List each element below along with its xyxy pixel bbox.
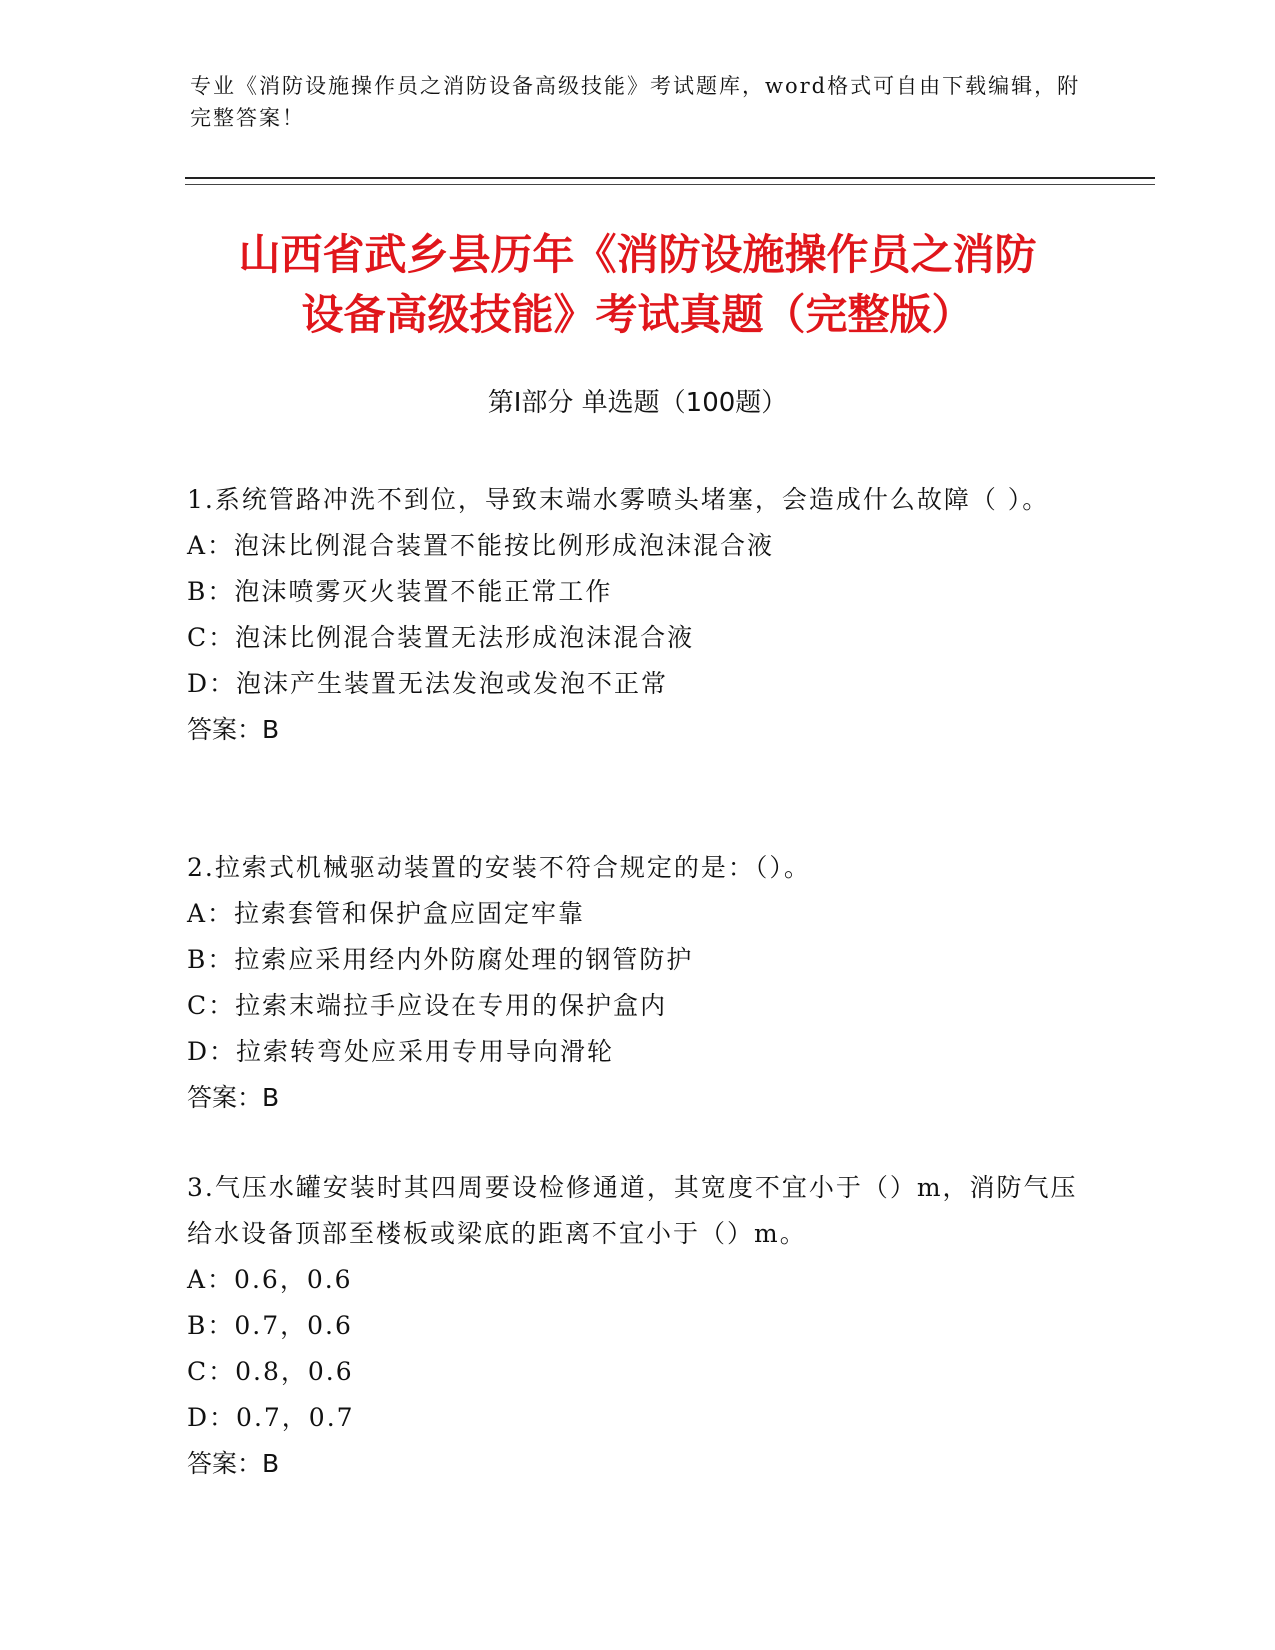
question-stem: 3.气压水罐安装时其四周要设检修通道，其宽度不宜小于（）m，消防气压给水设备顶部至楼板或梁底的距离不宜小于（）m。 bbox=[187, 1173, 1078, 1248]
question-1 bbox=[187, 477, 1087, 753]
question-2 bbox=[187, 845, 1087, 1121]
header-divider-thick bbox=[185, 177, 1155, 179]
answer: 答案：B bbox=[187, 1083, 280, 1112]
option-c: C：0.8，0.6 bbox=[187, 1357, 354, 1386]
option-b: B：泡沫喷雾灭火装置不能正常工作 bbox=[187, 577, 613, 606]
question-stem: 2.拉索式机械驱动装置的安装不符合规定的是：（）。 bbox=[187, 853, 811, 882]
document-title-line-1: 山西省武乡县历年《消防设施操作员之消防 bbox=[238, 230, 1037, 279]
option-d: D：0.7，0.7 bbox=[187, 1403, 355, 1432]
option-b: B：0.7，0.6 bbox=[187, 1311, 353, 1340]
document-title bbox=[150, 225, 1125, 345]
answer: 答案：B bbox=[187, 1449, 280, 1478]
option-d: D：泡沫产生装置无法发泡或发泡不正常 bbox=[187, 669, 669, 698]
header-note: 专业《消防设施操作员之消防设备高级技能》考试题库，word格式可自由下载编辑，附完整答案！ bbox=[190, 74, 1081, 130]
option-a: A：拉索套管和保护盒应固定牢靠 bbox=[187, 899, 586, 928]
option-b: B：拉索应采用经内外防腐处理的钢管防护 bbox=[187, 945, 694, 974]
option-d: D：拉索转弯处应采用专用导向滑轮 bbox=[187, 1037, 615, 1066]
document-title-line-2: 设备高级技能》考试真题（完整版） bbox=[301, 290, 974, 339]
option-a: A：泡沫比例混合装置不能按比例形成泡沫混合液 bbox=[187, 531, 775, 560]
option-c: C：泡沫比例混合装置无法形成泡沫混合液 bbox=[187, 623, 695, 652]
question-stem: 1.系统管路冲洗不到位，导致末端水雾喷头堵塞，会造成什么故障（ ）。 bbox=[187, 485, 1050, 514]
question-3 bbox=[187, 1165, 1087, 1487]
section-title: 第Ⅰ部分 单选题（100题） bbox=[487, 388, 788, 418]
header-divider-thin bbox=[185, 184, 1155, 185]
option-a: A：0.6，0.6 bbox=[187, 1265, 353, 1294]
option-c: C：拉索末端拉手应设在专用的保护盒内 bbox=[187, 991, 668, 1020]
answer: 答案：B bbox=[187, 715, 280, 744]
